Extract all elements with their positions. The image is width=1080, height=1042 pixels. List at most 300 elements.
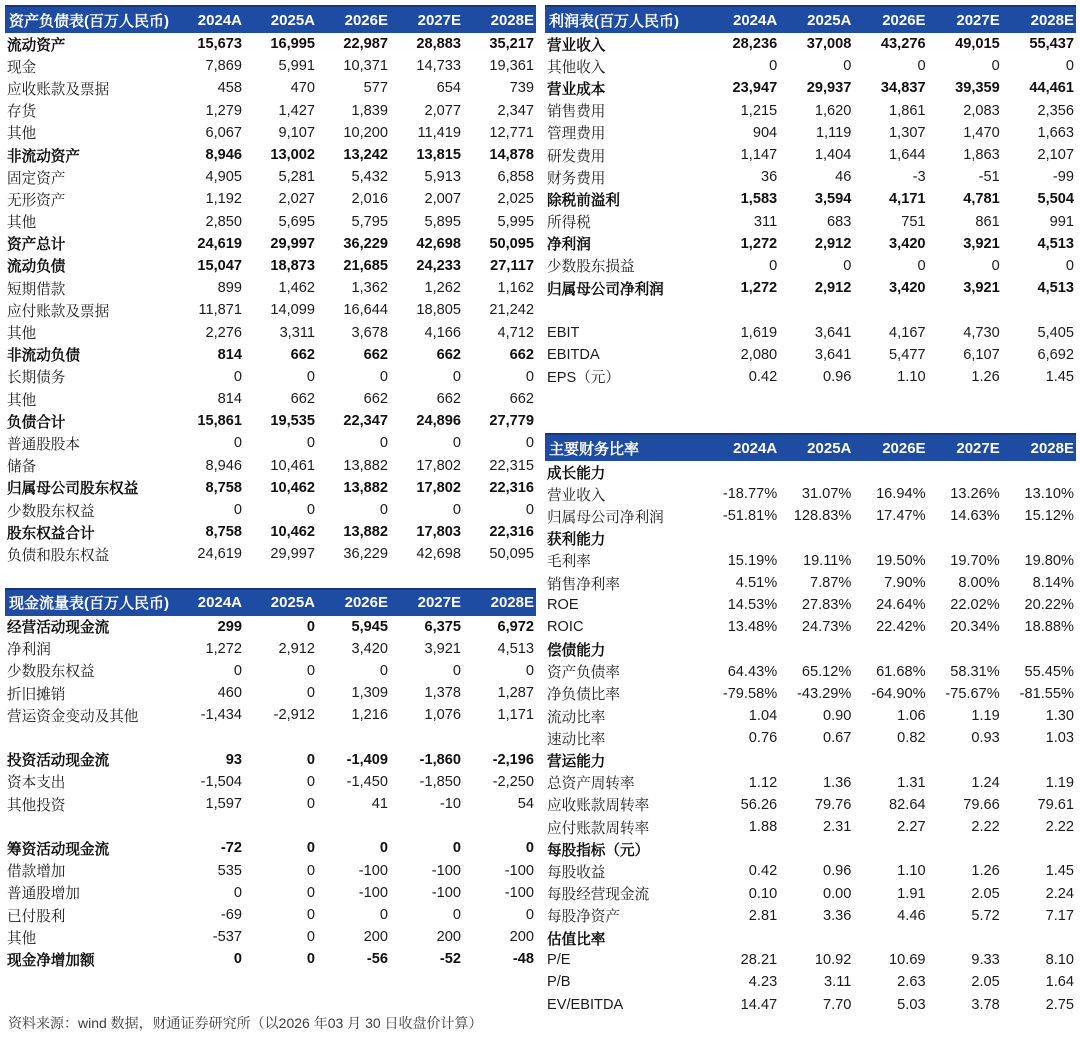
cell-value: 1.30 — [1045, 708, 1074, 725]
cell-value: 662 — [290, 346, 315, 363]
cell-value: 1,162 — [497, 280, 534, 297]
table-row — [545, 683, 1076, 705]
cell-value: 1,216 — [351, 707, 388, 724]
table-row — [5, 144, 536, 166]
cell-value: 4,513 — [1037, 280, 1074, 297]
table-row — [5, 299, 536, 321]
cell-value: 0 — [452, 840, 461, 857]
cell-value — [705, 749, 779, 771]
cell-value: 36 — [760, 169, 778, 186]
cell-value: 13,882 — [343, 524, 388, 541]
cell-value: 31.07% — [801, 486, 852, 503]
column-header: 2027E — [928, 434, 1002, 461]
row-label: 流动比率 — [547, 709, 606, 726]
cell-value: 42,698 — [416, 235, 461, 252]
table-row — [5, 255, 536, 277]
cell-value: 2.63 — [897, 974, 926, 991]
cell-value — [853, 639, 927, 661]
cell-value: 4.23 — [748, 974, 778, 991]
cell-value: 28.21 — [740, 952, 778, 969]
cell-value: 24.64% — [876, 597, 926, 614]
column-header: 2028E — [1002, 434, 1076, 461]
cell-value: -2,250 — [492, 773, 534, 790]
cell-value: -10 — [439, 796, 461, 813]
table-row — [545, 971, 1076, 993]
cell-value — [705, 927, 779, 949]
cell-value: -1,409 — [346, 751, 388, 768]
table-row — [5, 432, 536, 454]
row-label: 流动资产 — [7, 37, 66, 54]
cell-value: 3,641 — [814, 346, 852, 363]
row-label: 其他收入 — [547, 59, 606, 76]
cell-value: 8.00% — [958, 575, 1000, 592]
row-label: 其他 — [7, 930, 37, 947]
cell-value: 1,147 — [740, 147, 778, 164]
data-table — [5, 588, 536, 971]
cell-value: 13,002 — [270, 147, 315, 164]
cell-value: 0 — [306, 796, 315, 813]
cell-value: 15,673 — [197, 36, 242, 53]
row-label: 长期债务 — [7, 370, 66, 387]
cell-value — [705, 838, 779, 860]
table-row — [545, 705, 1076, 727]
cell-value: 46 — [835, 169, 852, 186]
cell-value: 0.10 — [748, 885, 778, 902]
row-label: 应付账款周转率 — [547, 820, 650, 837]
cell-value: 0 — [843, 58, 852, 75]
cell-value: 662 — [436, 391, 461, 408]
table-row — [545, 616, 1076, 638]
cell-value: 1.45 — [1045, 863, 1074, 880]
cell-value: 0 — [525, 368, 534, 385]
row-label: 营业收入 — [547, 487, 606, 504]
column-header: 2026E — [853, 6, 927, 33]
cell-value: 2.31 — [822, 819, 852, 836]
cell-value: 19,361 — [489, 58, 534, 75]
cell-value: 1.12 — [748, 774, 778, 791]
table-row — [5, 749, 536, 771]
cell-value — [853, 461, 927, 483]
cell-value: -79.58% — [722, 685, 778, 702]
cell-value: 3,420 — [889, 280, 926, 297]
cell-value: 27,117 — [490, 257, 534, 274]
table-row — [5, 616, 536, 638]
row-label: 应收账款周转率 — [547, 798, 650, 815]
cell-value: 13,882 — [343, 457, 388, 474]
cell-value: 22,315 — [489, 457, 534, 474]
cell-value: 24.73% — [801, 619, 852, 636]
cell-value: 662 — [363, 391, 388, 408]
cell-value: 27,779 — [489, 413, 534, 430]
income-statement-table — [545, 5, 1076, 388]
table-row — [545, 33, 1076, 55]
cell-value: -48 — [512, 951, 534, 968]
row-label: EPS（元） — [547, 370, 620, 387]
cell-value: -100 — [504, 862, 534, 879]
cell-value: 2.05 — [971, 974, 1000, 991]
cell-value: 15.12% — [1024, 508, 1074, 525]
cell-value: 470 — [290, 80, 315, 97]
table-row — [5, 188, 536, 210]
cell-value: 93 — [225, 751, 242, 768]
row-label: 成长能力 — [547, 465, 606, 482]
cell-value: 5.72 — [971, 907, 1000, 924]
cell-value: 4,781 — [963, 191, 1000, 208]
table-row — [5, 77, 536, 99]
table-row — [545, 838, 1076, 860]
cell-value: 0 — [991, 58, 1000, 75]
cell-value: 0 — [379, 907, 388, 924]
row-label: 资产负债率 — [547, 665, 620, 682]
cell-value: 0.96 — [822, 863, 852, 880]
table-row — [5, 321, 536, 343]
cell-value: 21,242 — [489, 302, 534, 319]
cell-value: 2,347 — [497, 102, 534, 119]
row-label: 归属母公司股东权益 — [7, 481, 139, 498]
cell-value: 0 — [306, 840, 315, 857]
cell-value: 0.90 — [822, 708, 852, 725]
cell-value: 0 — [452, 502, 461, 519]
cell-value: 36,229 — [343, 235, 388, 252]
row-label: 普通股股本 — [7, 436, 80, 453]
cell-value: 7.87% — [809, 575, 852, 592]
financial-ratios-table — [545, 433, 1076, 1016]
cell-value: 17,802 — [416, 479, 461, 496]
cell-value: 2.22 — [971, 819, 1000, 836]
cell-value — [928, 528, 1002, 550]
cell-value: 14.63% — [950, 508, 1000, 525]
cell-value: 56.26 — [740, 796, 778, 813]
cell-value: 24,233 — [416, 257, 461, 274]
row-label: 估值比率 — [547, 931, 606, 948]
table-row — [545, 166, 1076, 188]
cell-value: 10,371 — [343, 58, 388, 75]
row-label: 应收账款及票据 — [7, 81, 110, 98]
cell-value: 3,921 — [963, 280, 1000, 297]
cell-value: 861 — [975, 213, 1000, 230]
cell-value: 5,945 — [351, 618, 388, 635]
cell-value: 2.27 — [897, 819, 926, 836]
cell-value: 5,991 — [278, 58, 315, 75]
cell-value — [853, 749, 927, 771]
cell-value: 5,405 — [1037, 324, 1074, 341]
cell-value: 0 — [379, 502, 388, 519]
cell-value: 0 — [306, 862, 315, 879]
table-row — [545, 572, 1076, 594]
cell-value: 4,167 — [889, 324, 926, 341]
row-label: ROIC — [547, 619, 584, 636]
cell-value: 0 — [525, 662, 534, 679]
row-label: 其他 — [7, 326, 37, 343]
table-row — [545, 994, 1076, 1016]
column-header: 2028E — [463, 6, 536, 33]
table-row — [545, 461, 1076, 483]
row-label: 净负债比率 — [547, 687, 620, 704]
column-header: 2025A — [244, 6, 317, 33]
cell-value: 0.96 — [822, 368, 852, 385]
cell-value: 1,272 — [740, 280, 778, 297]
cell-value: 654 — [436, 80, 461, 97]
cell-value: 5,795 — [351, 213, 388, 230]
cell-value: -81.55% — [1019, 685, 1074, 702]
row-label: 毛利率 — [547, 554, 591, 571]
spacer-row — [5, 726, 536, 748]
column-header: 2027E — [390, 6, 463, 33]
cell-value: 20.34% — [950, 619, 1000, 636]
cell-value: 1.03 — [1045, 730, 1074, 747]
cell-value: 79.76 — [814, 796, 852, 813]
row-label: 借款增加 — [7, 864, 66, 881]
cell-value: 1.26 — [971, 368, 1000, 385]
table-row — [545, 860, 1076, 882]
cell-value: 0 — [233, 951, 242, 968]
cell-value: 0 — [917, 58, 926, 75]
cell-value: 5,895 — [424, 213, 461, 230]
table-row — [5, 660, 536, 682]
row-label: 所得税 — [547, 215, 591, 232]
cell-value: 41 — [371, 796, 388, 813]
table-row — [545, 883, 1076, 905]
cell-value: 8,946 — [205, 147, 242, 164]
table-row — [545, 233, 1076, 255]
cell-value: -1,504 — [200, 773, 242, 790]
cell-value: 5,477 — [889, 346, 926, 363]
cell-value: 28,236 — [732, 36, 778, 53]
row-label: 无形资产 — [7, 192, 66, 209]
table-row — [5, 948, 536, 970]
cell-value: 662 — [363, 346, 388, 363]
cell-value: 11,419 — [417, 124, 461, 141]
cell-value: 9,107 — [278, 124, 315, 141]
cell-value: 6,107 — [963, 346, 1000, 363]
left-column — [5, 5, 536, 971]
header-row — [5, 6, 536, 33]
cell-value — [928, 639, 1002, 661]
cell-value: 200 — [436, 929, 461, 946]
cell-value: 22.02% — [950, 597, 1000, 614]
cell-value: -1,850 — [419, 773, 461, 790]
cell-value: 19,535 — [270, 413, 315, 430]
cell-value — [1002, 528, 1076, 550]
spacer-cell — [5, 726, 536, 748]
row-label: 负债合计 — [7, 414, 66, 431]
cell-value: 1.88 — [748, 819, 778, 836]
cell-value: 9.33 — [971, 952, 1000, 969]
cell-value: 0 — [233, 884, 242, 901]
cell-value: 2,077 — [424, 102, 461, 119]
cell-value: 55,437 — [1029, 36, 1074, 53]
cell-value: 0.42 — [748, 368, 778, 385]
cell-value: -72 — [220, 840, 242, 857]
cell-value: 13.26% — [950, 486, 1000, 503]
cell-value: 27.83% — [801, 597, 852, 614]
cell-value: 3,921 — [424, 640, 461, 657]
cell-value — [779, 639, 853, 661]
table-row — [5, 455, 536, 477]
cell-value: 3.36 — [822, 907, 852, 924]
row-label: 应付账款及票据 — [7, 303, 110, 320]
cell-value: 5,432 — [351, 169, 388, 186]
table-row — [545, 905, 1076, 927]
cell-value: 577 — [363, 80, 388, 97]
cell-value: 10,462 — [270, 479, 315, 496]
cell-value: 1,597 — [205, 796, 242, 813]
cell-value: 0 — [525, 840, 534, 857]
spacer-row — [545, 299, 1076, 321]
cell-value: 662 — [509, 391, 534, 408]
cell-value: 50,095 — [489, 546, 534, 563]
cell-value: 0 — [233, 502, 242, 519]
cell-value: 683 — [827, 213, 852, 230]
cell-value: 13,242 — [343, 147, 388, 164]
cell-value: 2,356 — [1037, 102, 1074, 119]
cell-value: 0 — [306, 884, 315, 901]
column-header: 2028E — [463, 589, 536, 616]
row-label: 研发费用 — [547, 148, 606, 165]
table-row — [5, 366, 536, 388]
cell-value: 55.45% — [1024, 663, 1074, 680]
column-header: 2025A — [779, 6, 853, 33]
cell-value: -100 — [431, 884, 461, 901]
cell-value: 1.19 — [971, 708, 1000, 725]
data-table — [545, 433, 1076, 1016]
table-row — [545, 144, 1076, 166]
cell-value: 814 — [217, 391, 242, 408]
table-row — [5, 33, 536, 55]
column-header: 2028E — [1002, 6, 1076, 33]
cell-value: 2,025 — [497, 191, 534, 208]
cell-value: 5.03 — [897, 996, 926, 1013]
cell-value: 29,997 — [270, 235, 315, 252]
table-row — [5, 410, 536, 432]
cell-value — [779, 838, 853, 860]
cell-value: 1,861 — [889, 102, 926, 119]
header-row — [5, 589, 536, 616]
spacer-cell — [5, 815, 536, 837]
cell-value: 2.05 — [971, 885, 1000, 902]
cell-value: -2,196 — [492, 751, 534, 768]
cell-value: -100 — [358, 862, 388, 879]
cell-value: 42,698 — [416, 546, 461, 563]
table-row — [5, 837, 536, 859]
cell-value: 61.68% — [876, 663, 926, 680]
row-label: 营运能力 — [547, 754, 606, 771]
cell-value: 1.91 — [897, 885, 926, 902]
table-row — [5, 926, 536, 948]
cell-value: 991 — [1049, 213, 1074, 230]
table-row — [5, 860, 536, 882]
row-label: 流动负债 — [7, 259, 66, 276]
cell-value: 1.19 — [1045, 774, 1074, 791]
row-label: 管理费用 — [547, 126, 606, 143]
cell-value: 10.92 — [814, 952, 852, 969]
cell-value: 1,307 — [889, 124, 926, 141]
cell-value: 44,461 — [1029, 80, 1074, 97]
cell-value: 6,858 — [497, 169, 534, 186]
cell-value: 899 — [217, 280, 242, 297]
table-row — [545, 661, 1076, 683]
cell-value: 18,873 — [270, 257, 315, 274]
row-label: ROE — [547, 597, 579, 614]
cell-value: 19.70% — [950, 552, 1000, 569]
cell-value: 2.75 — [1045, 996, 1074, 1013]
table-row — [545, 122, 1076, 144]
cell-value: -2,912 — [273, 707, 315, 724]
cell-value: 1,192 — [205, 191, 242, 208]
cell-value: 1,839 — [351, 102, 388, 119]
cell-value: 0 — [991, 257, 1000, 274]
table-row — [545, 505, 1076, 527]
table-row — [545, 639, 1076, 661]
row-label: 筹资活动现金流 — [7, 841, 110, 858]
cell-value: 458 — [217, 80, 242, 97]
cell-value: 0 — [843, 257, 852, 274]
cell-value: 14.47 — [740, 996, 778, 1013]
cell-value: 4,905 — [205, 169, 242, 186]
cell-value: 0 — [452, 368, 461, 385]
cell-value: 2,007 — [424, 191, 461, 208]
cell-value: 7.90% — [884, 575, 926, 592]
cell-value: 0 — [233, 368, 242, 385]
row-label: 归属母公司净利润 — [547, 509, 664, 526]
column-header: 2024A — [705, 6, 779, 33]
cell-value: 8.14% — [1032, 575, 1074, 592]
cell-value: 662 — [436, 346, 461, 363]
cell-value: 460 — [217, 685, 242, 702]
cell-value: 7.70 — [822, 996, 852, 1013]
row-label: 其他 — [7, 215, 37, 232]
cell-value: 0 — [306, 618, 315, 635]
cell-value: 5,281 — [278, 169, 315, 186]
table-row — [545, 255, 1076, 277]
cell-value: 1,583 — [740, 191, 778, 208]
table-row — [5, 122, 536, 144]
row-label: 非流动资产 — [7, 148, 80, 165]
cell-value: 0 — [306, 502, 315, 519]
cell-value: -51 — [978, 169, 1000, 186]
cell-value: 0 — [379, 840, 388, 857]
table-row — [545, 550, 1076, 572]
cell-value: 3,311 — [279, 324, 315, 341]
cell-value: 18.88% — [1024, 619, 1074, 636]
cell-value: 0 — [306, 929, 315, 946]
row-label: 存货 — [7, 104, 37, 121]
column-header: 2025A — [779, 434, 853, 461]
cell-value: 24,619 — [197, 235, 242, 252]
row-label: 每股指标（元） — [547, 842, 650, 859]
table-row — [5, 638, 536, 660]
table-row — [545, 55, 1076, 77]
row-label: 营业收入 — [547, 37, 606, 54]
column-header: 2026E — [317, 6, 390, 33]
column-header: 2026E — [317, 589, 390, 616]
cell-value: 37,008 — [806, 36, 852, 53]
cell-value: 0 — [525, 502, 534, 519]
row-label: 其他 — [7, 126, 37, 143]
cell-value: 1.26 — [971, 863, 1000, 880]
row-label: 获利能力 — [547, 532, 606, 549]
cell-value: 17,803 — [416, 524, 461, 541]
cell-value: 7,869 — [205, 58, 242, 75]
cell-value: -100 — [504, 884, 534, 901]
row-label: 其他投资 — [7, 797, 66, 814]
table-row — [5, 499, 536, 521]
cell-value: 28,883 — [416, 36, 461, 53]
cell-value: 10,200 — [343, 124, 388, 141]
table-row — [5, 55, 536, 77]
cell-value: -69 — [220, 907, 242, 924]
cell-value: 8,758 — [205, 479, 242, 496]
